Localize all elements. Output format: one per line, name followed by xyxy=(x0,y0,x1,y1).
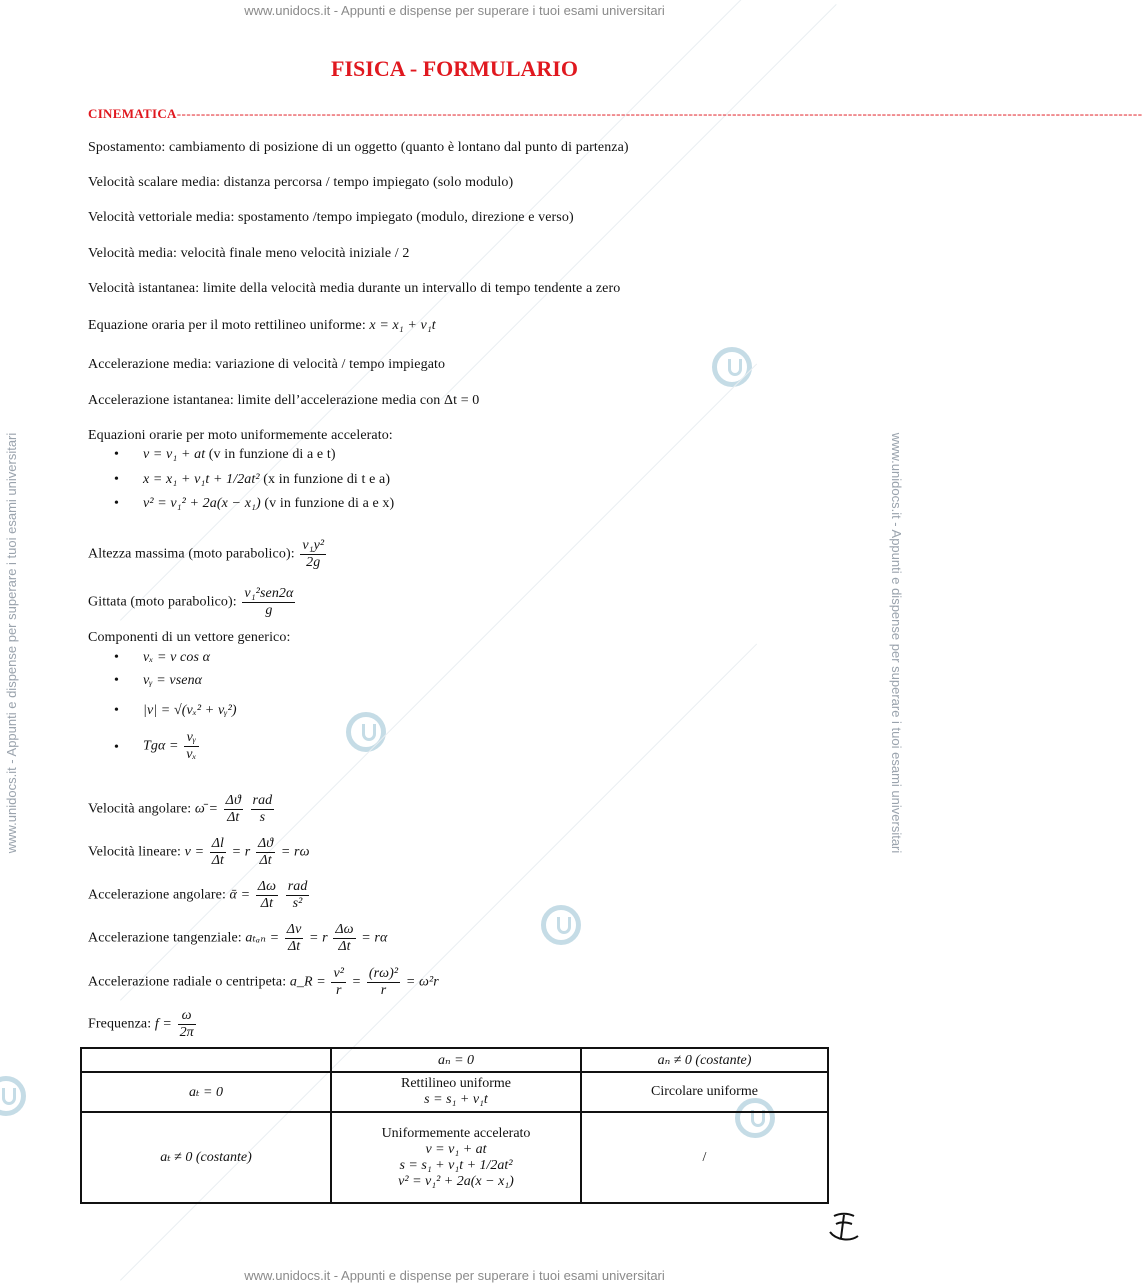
fraction xyxy=(300,538,326,571)
handwritten-mark-icon xyxy=(826,1210,860,1244)
cell-formula: s = s₁ + v₁t + 1/2at² xyxy=(399,1157,513,1173)
bullet-marker: • xyxy=(114,703,119,718)
accelerazione-angolare xyxy=(88,879,311,912)
section-label: CINEMATICA xyxy=(88,106,177,121)
denominator: Δt xyxy=(211,853,225,868)
cell-title: Rettilineo uniforme xyxy=(400,1076,512,1091)
frequenza xyxy=(88,1008,198,1041)
equazione-oraria-formula: x = x₁ + v₁t xyxy=(369,318,436,333)
section-rule: -------------------------------------------------------------------------------------------------------------------------------------------------------------------------------------------------------- xyxy=(176,106,1143,121)
numerator: Δϑ xyxy=(257,836,274,851)
formula-label: Accelerazione radiale o centripeta: xyxy=(88,974,287,990)
denominator: Δt xyxy=(259,853,272,868)
right-side-watermark: www.unidocs.it - Appunti e dispense per superare i tuoi esami universitari xyxy=(889,432,904,854)
formula-end: = rα xyxy=(361,930,388,946)
formula-label: Velocità angolare: xyxy=(88,801,192,817)
formula-label: Accelerazione angolare: xyxy=(88,887,226,903)
table-row xyxy=(81,1112,828,1203)
bullet-marker: • xyxy=(114,496,119,511)
componente-x: vₓ = v cos α xyxy=(143,650,211,665)
formula: v² = v₁² + 2a(x − x₁) xyxy=(143,496,261,511)
table-row xyxy=(81,1072,828,1112)
text-spostamento: Spostamento: cambiamento di posizione di un oggetto (quanto è lontano dal punto di partenza) xyxy=(88,140,629,155)
text-componenti: Componenti di un vettore generico: xyxy=(88,630,291,645)
cell-formula: v² = v₁² + 2a(x − x₁) xyxy=(398,1173,514,1189)
fraction xyxy=(331,966,346,999)
formula-lhs: a_R = xyxy=(289,974,326,990)
fraction xyxy=(333,922,355,955)
header-watermark: www.unidocs.it - Appunti e dispense per superare i tuoi esami universitari xyxy=(244,3,665,18)
formula: v = v₁ + at xyxy=(143,447,206,462)
formula-mid: = r xyxy=(231,844,251,860)
modulo-vettore: |v| = √(vₓ² + vᵧ²) xyxy=(143,703,237,718)
bullet-x-ta xyxy=(143,472,390,488)
fraction xyxy=(178,1008,196,1041)
denominator: Δt xyxy=(338,939,351,954)
formula-mid: = r xyxy=(309,930,328,946)
text-velocita-vettoriale: Velocità vettoriale media: spostamento /tempo impiegato (modulo, direzione e verso) xyxy=(88,210,574,225)
table-corner-cell xyxy=(81,1048,331,1072)
fraction xyxy=(367,966,400,999)
numerator: v₁²sen2α xyxy=(244,586,294,601)
text-equazioni-unif-accelerato: Equazioni orarie per moto uniformemente accelerato: xyxy=(88,428,393,443)
numerator: Δv xyxy=(286,922,302,937)
page-title: FISICA - FORMULARIO xyxy=(331,56,578,81)
bullet-marker: • xyxy=(114,447,119,462)
denominator: s² xyxy=(292,896,303,911)
formula-lhs: ω̄ = xyxy=(194,801,219,817)
table-cell xyxy=(331,1112,581,1203)
altezza-label: Altezza massima (moto parabolico): xyxy=(88,546,295,562)
unidocs-logo-icon xyxy=(712,347,752,387)
text-velocita-scalare: Velocità scalare media: distanza percorsa / tempo impiegato (solo modulo) xyxy=(88,175,514,190)
text-accelerazione-media: Accelerazione media: variazione di velocità / tempo impiegato xyxy=(88,357,446,372)
numerator: v² xyxy=(333,966,345,981)
formula: x = x₁ + v₁t + 1/2at² xyxy=(143,472,260,487)
text-velocita-istantanea: Velocità istantanea: limite della velocità media durante un intervallo di tempo tendente a zero xyxy=(88,281,621,296)
text-velocita-media: Velocità media: velocità finale meno velocità iniziale / 2 xyxy=(88,246,410,261)
formula-note: (x in funzione di t e a) xyxy=(263,472,391,487)
equazione-oraria-label: Equazione oraria per il moto rettilineo uniforme: xyxy=(88,318,366,333)
gittata-label: Gittata (moto parabolico): xyxy=(88,594,237,610)
tangente-alfa xyxy=(143,730,201,763)
denominator: g xyxy=(265,603,273,618)
componente-y: vᵧ = vsenα xyxy=(143,673,203,688)
denominator: r xyxy=(380,983,387,998)
unidocs-logo-icon xyxy=(0,1076,26,1116)
bullet-v-ax xyxy=(143,496,394,512)
formula-end: = rω xyxy=(280,844,310,860)
bullet-marker: • xyxy=(114,673,119,688)
section-heading-cinematica xyxy=(88,106,1143,122)
fraction xyxy=(256,836,275,869)
fraction xyxy=(286,879,310,912)
cell-formula: s = s₁ + v₁t xyxy=(424,1092,488,1107)
numerator: v₁y² xyxy=(302,538,325,553)
formula-label: Frequenza: xyxy=(88,1016,152,1032)
unidocs-logo-icon xyxy=(541,905,581,945)
denominator: 2π xyxy=(179,1025,194,1040)
table-header-cell: aₙ ≠ 0 (costante) xyxy=(581,1048,828,1072)
cell-title: Uniformemente accelerato xyxy=(381,1125,531,1141)
formula-lhs: aₜₐₙ = xyxy=(245,930,280,946)
table-header-row xyxy=(81,1048,828,1072)
left-side-watermark: www.unidocs.it - Appunti e dispense per superare i tuoi esami universitari xyxy=(4,432,19,854)
numerator: Δl xyxy=(211,836,225,851)
fraction xyxy=(224,793,243,826)
accelerazione-radiale xyxy=(88,966,439,999)
watermark-diagonal-line xyxy=(120,0,757,621)
denominator: Δt xyxy=(287,939,301,954)
numerator: (rω)² xyxy=(368,966,399,981)
altezza-massima xyxy=(88,538,328,571)
formula-mid: = xyxy=(351,974,362,990)
fraction xyxy=(242,586,295,619)
cell-formula: v = v₁ + at xyxy=(425,1141,487,1157)
table-row-header: aₜ = 0 xyxy=(81,1072,331,1112)
table-header-cell: aₙ = 0 xyxy=(331,1048,581,1072)
formula-note: (v in funzione di a e x) xyxy=(264,496,395,511)
denominator: Δt xyxy=(260,896,274,911)
text-accelerazione-istantanea: Accelerazione istantanea: limite dell’accelerazione media con Δt = 0 xyxy=(88,393,480,408)
bullet-marker: • xyxy=(114,472,119,487)
numerator: ω xyxy=(178,1008,196,1025)
numerator: rad xyxy=(252,793,273,808)
bullet-marker: • xyxy=(114,650,119,665)
fraction xyxy=(251,793,275,826)
table-cell xyxy=(331,1072,581,1112)
denominator: Δt xyxy=(227,810,240,825)
formula-lhs: v = xyxy=(184,844,205,860)
bullet-marker: • xyxy=(114,740,119,755)
velocita-angolare xyxy=(88,793,276,826)
formula-note: (v in funzione di a e t) xyxy=(208,447,336,462)
bullet-v-at xyxy=(143,447,336,463)
velocita-lineare xyxy=(88,836,310,869)
denominator: vₓ xyxy=(186,747,197,762)
formula-lhs: f = xyxy=(154,1016,172,1032)
table-row-header: aₜ ≠ 0 (costante) xyxy=(81,1112,331,1203)
tg-lhs: Tgα = xyxy=(143,738,179,754)
motion-classification-table xyxy=(80,1047,829,1204)
equazione-oraria xyxy=(88,318,436,334)
formula-label: Velocità lineare: xyxy=(88,844,182,860)
numerator: Δϑ xyxy=(225,793,241,808)
numerator: Δω xyxy=(335,922,354,937)
fraction xyxy=(256,879,278,912)
fraction xyxy=(210,836,226,869)
denominator: s xyxy=(259,810,266,825)
table-cell: / xyxy=(581,1112,828,1203)
denominator: 2g xyxy=(306,555,321,570)
fraction xyxy=(184,730,198,763)
fraction xyxy=(285,922,304,955)
formula-end: = ω²r xyxy=(405,974,439,990)
formula-label: Accelerazione tangenziale: xyxy=(88,930,242,946)
unidocs-logo-icon xyxy=(346,712,386,752)
table-cell: Circolare uniforme xyxy=(581,1072,828,1112)
accelerazione-tangenziale xyxy=(88,922,387,955)
formula-lhs: ᾱ = xyxy=(229,887,251,903)
denominator: r xyxy=(335,983,342,998)
numerator: rad xyxy=(287,879,308,894)
numerator: Δω xyxy=(257,879,277,894)
numerator: vᵧ xyxy=(184,730,198,747)
footer-watermark: www.unidocs.it - Appunti e dispense per superare i tuoi esami universitari xyxy=(244,1268,665,1283)
gittata xyxy=(88,586,297,619)
